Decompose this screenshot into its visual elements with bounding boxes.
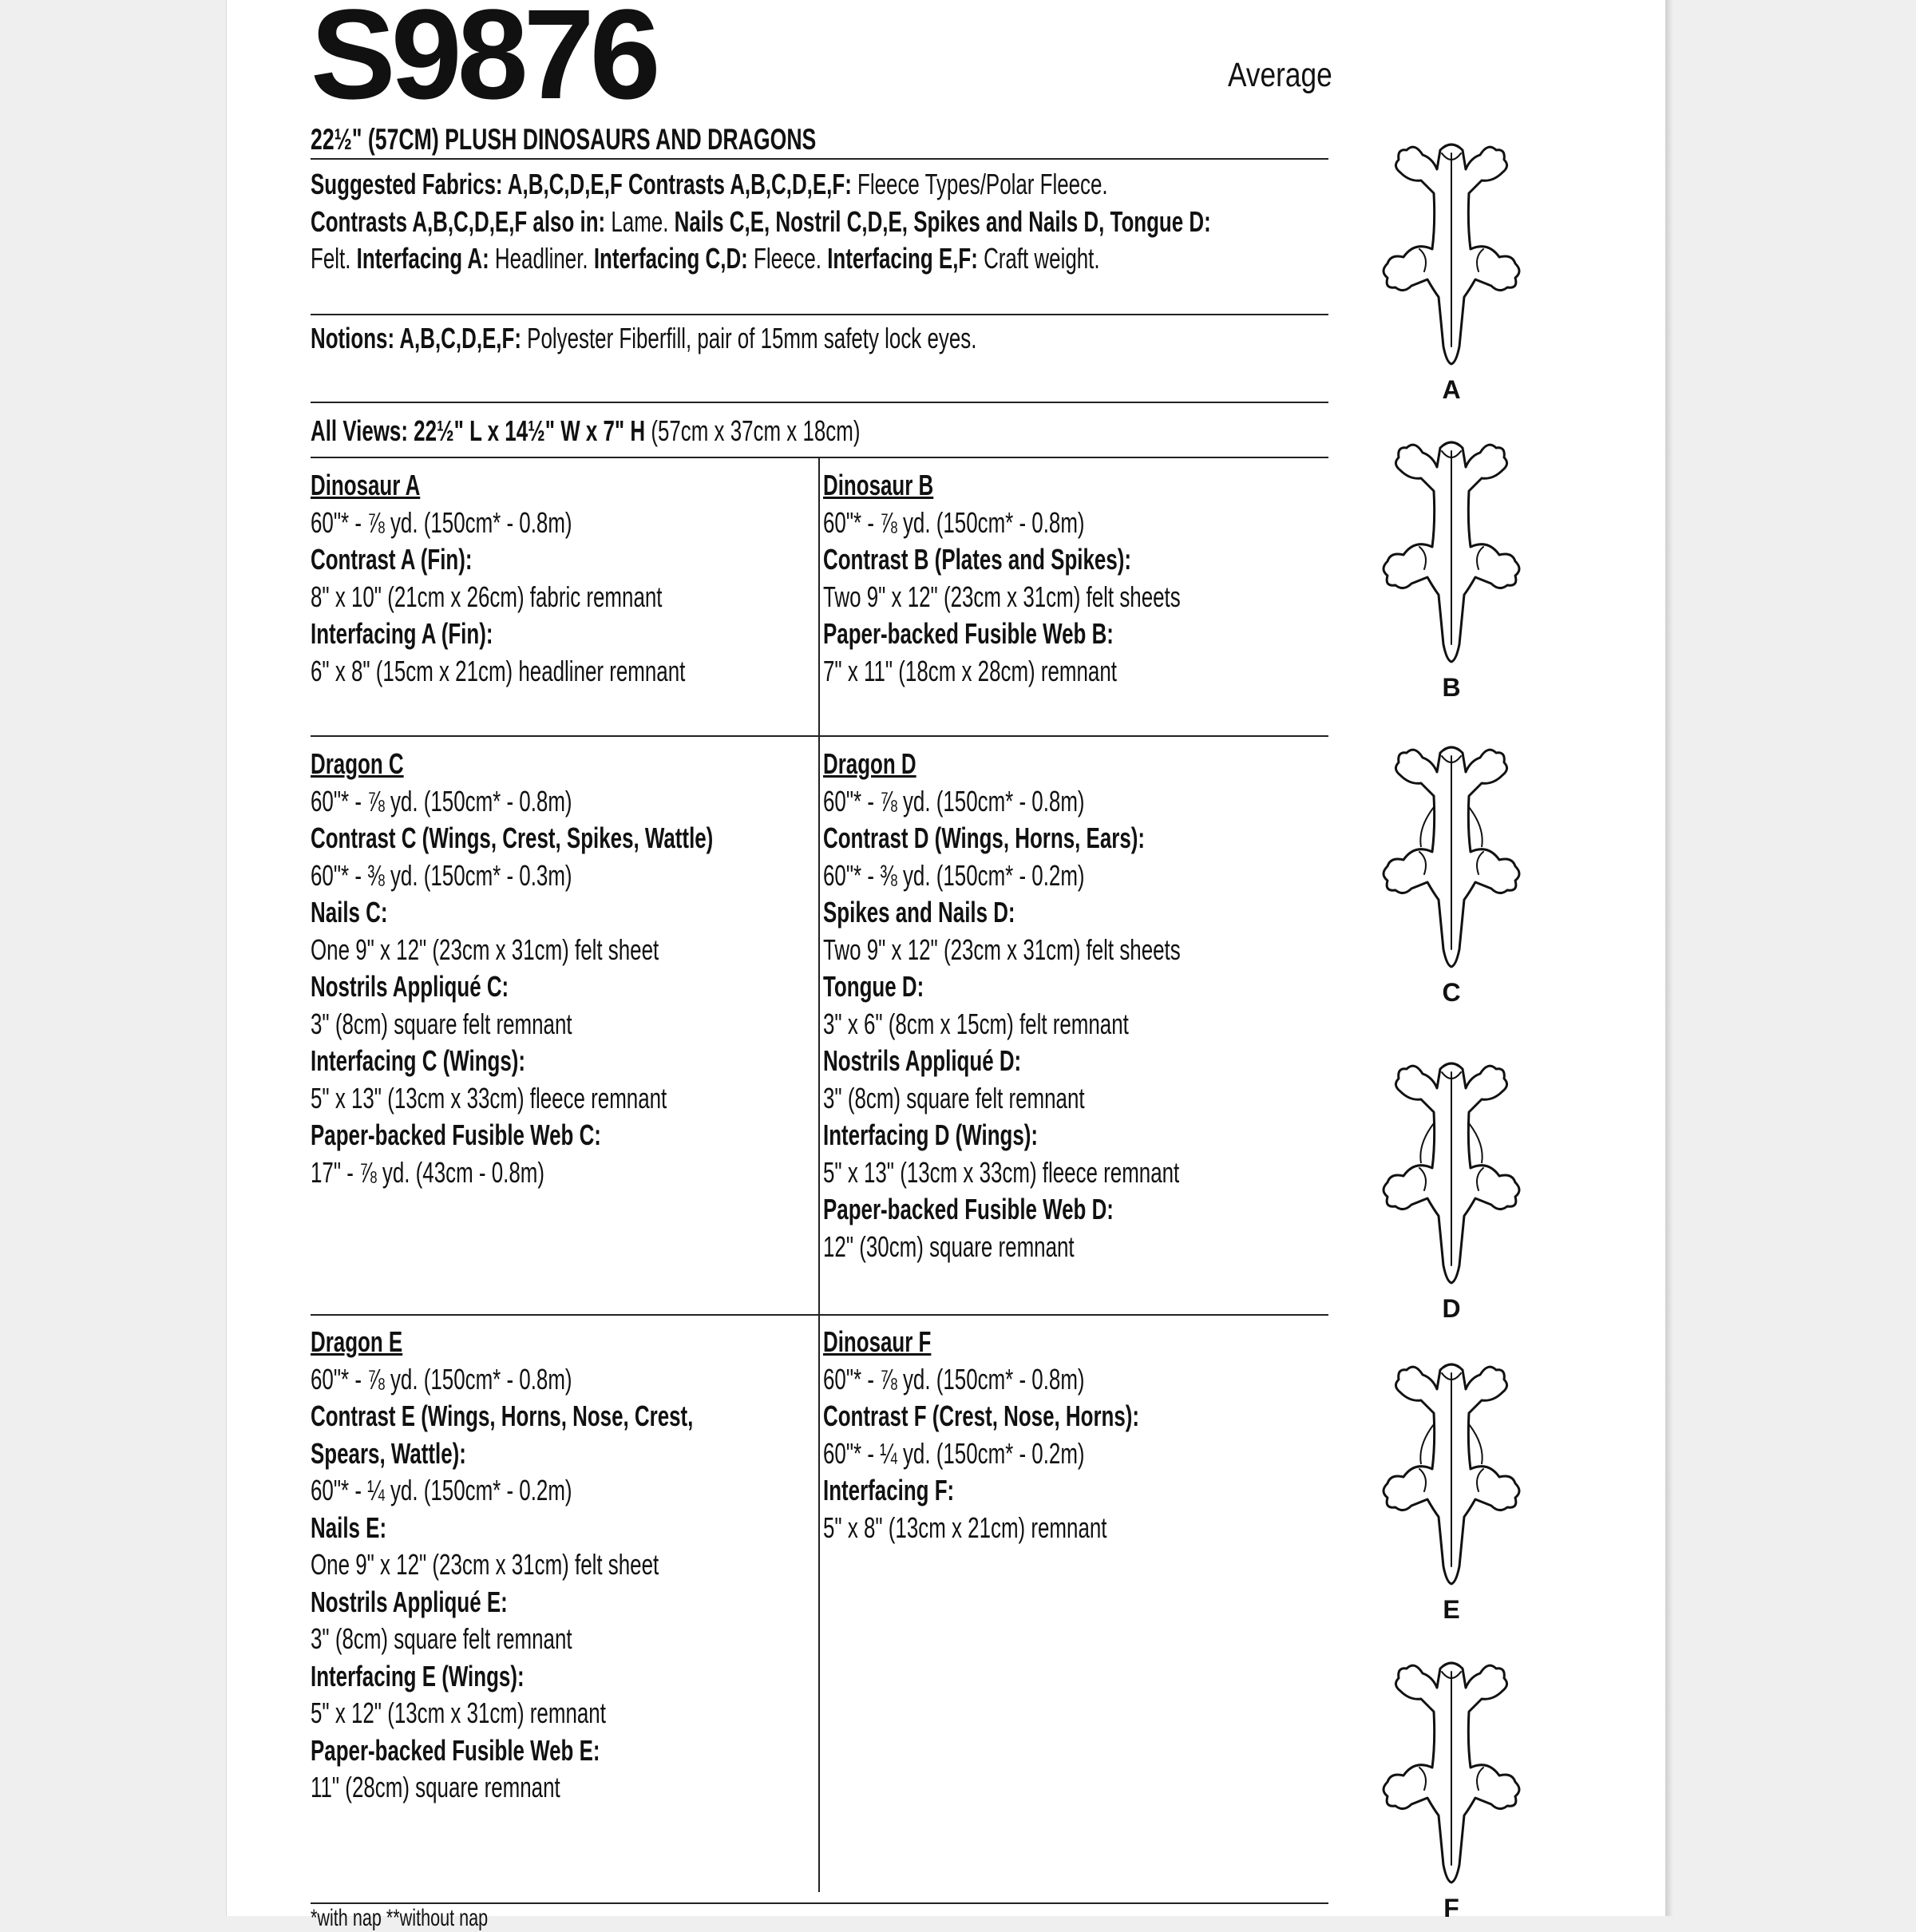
requirement-value: 6" x 8" (15cm x 21cm) headliner remnant [311,654,686,687]
text-run: Fleece Types/Polar Fleece. [857,168,1108,200]
dragon-outline-icon [1372,1357,1531,1597]
requirement-label: Contrast D (Wings, Horns, Ears): [823,821,1146,854]
requirement-value: 5" x 8" (13cm x 21cm) remnant [823,1510,1107,1544]
view-illustration-d [1372,1056,1531,1323]
view-letter: F [1443,1894,1459,1922]
requirement-value: 60"* - ⅞ yd. (150cm* - 0.8m) [823,784,1085,818]
requirement-value: 3" (8cm) square felt remnant [823,1081,1085,1114]
view-block-dinosaur-b [823,467,1320,690]
requirement-label: Spikes and Nails D: [823,896,1015,928]
view-letter: C [1442,978,1461,1007]
rule-title [311,158,1328,160]
fabrics-line-3 [311,240,1407,277]
view-illustration-c [1372,740,1531,1007]
requirement-label: Nostrils Appliqué D: [823,1044,1022,1077]
text-run: Nails C,E, Nostril C,D,E, Spikes and Nails D, Tongue D: [674,205,1211,238]
fabrics-line-1 [311,165,1418,203]
requirement-label: Interfacing F: [823,1474,955,1506]
requirement-value: 60"* - ⅞ yd. (150cm* - 0.8m) [823,1362,1085,1396]
text-run: All Views: 22½" L x 14½" W x 7" H [311,414,651,447]
requirement-value: 60"* - ¼ yd. (150cm* - 0.2m) [823,1436,1085,1470]
requirement-value: One 9" x 12" (23cm x 31cm) felt sheet [311,1548,659,1581]
difficulty-label: Average [1228,56,1332,94]
text-run: Headliner. [494,242,594,275]
pattern-number: S9876 [311,0,656,125]
notions-line [311,319,1236,357]
view-illustration-e [1372,1357,1531,1624]
requirement-value: 7" x 11" (18cm x 28cm) remnant [823,654,1117,687]
view-block-dragon-d [823,746,1320,1265]
requirement-value: 12" (30cm) square remnant [823,1229,1075,1263]
requirement-value: 60"* - ⅞ yd. (150cm* - 0.8m) [823,505,1085,539]
view-illustration-b [1372,435,1531,702]
requirement-label: Nostrils Appliqué E: [311,1585,508,1618]
text-run: Interfacing A: [356,242,495,275]
text-run: Felt. [311,242,357,275]
requirement-label: Interfacing E (Wings): [311,1659,525,1692]
requirement-label: Nostrils Appliqué C: [311,970,509,1003]
requirement-label: Paper-backed Fusible Web B: [823,617,1114,650]
page-shadow [1665,0,1673,1916]
requirement-label: Tongue D: [823,970,924,1003]
requirement-label: Interfacing D (Wings): [823,1118,1039,1151]
text-run: Craft weight. [984,242,1100,275]
requirement-label: Interfacing A (Fin): [311,617,493,650]
view-letter: A [1442,375,1461,404]
rule-notions [311,402,1328,403]
view-block-dragon-c [311,746,869,1191]
dino-outline-icon [1372,137,1531,377]
requirement-label: Contrast A (Fin): [311,543,473,576]
text-run: Suggested Fabrics: A,B,C,D,E,F Contrasts A,B,C,D,E,F: [311,168,858,200]
view-heading: Dragon E [311,1325,403,1358]
view-block-dinosaur-f [823,1324,1262,1546]
text-run: (57cm x 37cm x 18cm) [651,414,861,447]
requirement-value: 60"* - ¼ yd. (150cm* - 0.2m) [311,1474,572,1506]
text-run: Fleece. [753,242,828,275]
requirement-value: 60"* - ⅞ yd. (150cm* - 0.8m) [311,784,572,818]
requirement-value: 60"* - ⅞ yd. (150cm* - 0.8m) [311,1362,572,1396]
view-letter: D [1442,1294,1461,1323]
text-run: Lame. [611,205,675,238]
view-heading: Dinosaur A [311,469,421,501]
dino-outline-icon [1372,435,1531,675]
view-heading: Dragon C [311,747,404,780]
view-heading: Dinosaur B [823,469,934,501]
dragon-outline-icon [1372,740,1531,980]
requirement-value: 60"* - ⅞ yd. (150cm* - 0.8m) [311,505,572,539]
rule-fabrics [311,314,1328,315]
text-run: Interfacing C,D: [593,242,754,275]
requirement-value: 5" x 12" (13cm x 31cm) remnant [311,1696,606,1729]
dino-outline-icon [1372,1656,1531,1895]
requirement-label: Contrast E (Wings, Horns, Nose, Crest, [311,1400,694,1432]
requirement-value: Two 9" x 12" (23cm x 31cm) felt sheets [823,932,1181,966]
dragon-outline-icon [1372,1056,1531,1296]
view-heading: Dinosaur F [823,1325,932,1358]
footnote: *with nap **without nap [311,1905,489,1931]
requirement-label: Paper-backed Fusible Web E: [311,1733,600,1767]
requirement-label: Spears, Wattle): [311,1436,466,1470]
requirement-value: 3" x 6" (8cm x 15cm) felt remnant [823,1007,1129,1040]
requirement-value: 5" x 13" (13cm x 33cm) fleece remnant [823,1155,1180,1189]
text-run: Contrasts A,B,C,D,E,F also in: [311,205,612,238]
requirement-label: Paper-backed Fusible Web D: [823,1193,1114,1225]
text-run: Polyester Fiberfill, pair of 15mm safety lock eyes. [527,322,977,354]
view-illustration-f [1372,1656,1531,1922]
requirement-value: 3" (8cm) square felt remnant [311,1622,572,1655]
requirement-value: 8" x 10" (21cm x 26cm) fabric remnant [311,580,663,613]
requirement-label: Nails E: [311,1510,387,1544]
pattern-title: 22½" (57CM) PLUSH DINOSAURS AND DRAGONS [311,123,817,156]
rule-row-1 [311,735,1328,737]
rule-bottom [311,1902,1328,1904]
requirement-label: Interfacing C (Wings): [311,1044,526,1077]
requirement-value: Two 9" x 12" (23cm x 31cm) felt sheets [823,580,1181,613]
view-letter: E [1443,1595,1460,1624]
requirement-value: 17" - ⅞ yd. (43cm - 0.8m) [311,1155,544,1189]
requirement-label: Contrast B (Plates and Spikes): [823,543,1132,576]
view-heading: Dragon D [823,747,916,780]
requirement-value: 5" x 13" (13cm x 33cm) fleece remnant [311,1081,667,1114]
requirement-label: Paper-backed Fusible Web C: [311,1118,601,1151]
requirement-value: 60"* - ⅜ yd. (150cm* - 0.3m) [311,858,572,892]
requirement-label: Nails C: [311,896,388,928]
view-block-dragon-e [311,1324,842,1807]
rule-row-2 [311,1314,1328,1316]
requirement-value: 3" (8cm) square felt remnant [311,1007,572,1040]
view-letter: B [1442,673,1461,702]
requirement-value: One 9" x 12" (23cm x 31cm) felt sheet [311,932,659,966]
view-block-dinosaur-a [311,467,831,690]
view-illustration-a [1372,137,1531,404]
requirement-label: Contrast C (Wings, Crest, Spikes, Wattle) [311,821,714,854]
requirement-label: Contrast F (Crest, Nose, Horns): [823,1400,1140,1432]
all-views-line [311,412,1074,449]
text-run: Notions: A,B,C,D,E,F: [311,322,528,354]
requirement-value: 60"* - ⅜ yd. (150cm* - 0.2m) [823,858,1085,892]
text-run: Interfacing E,F: [827,242,984,275]
requirement-value: 11" (28cm) square remnant [311,1771,560,1803]
